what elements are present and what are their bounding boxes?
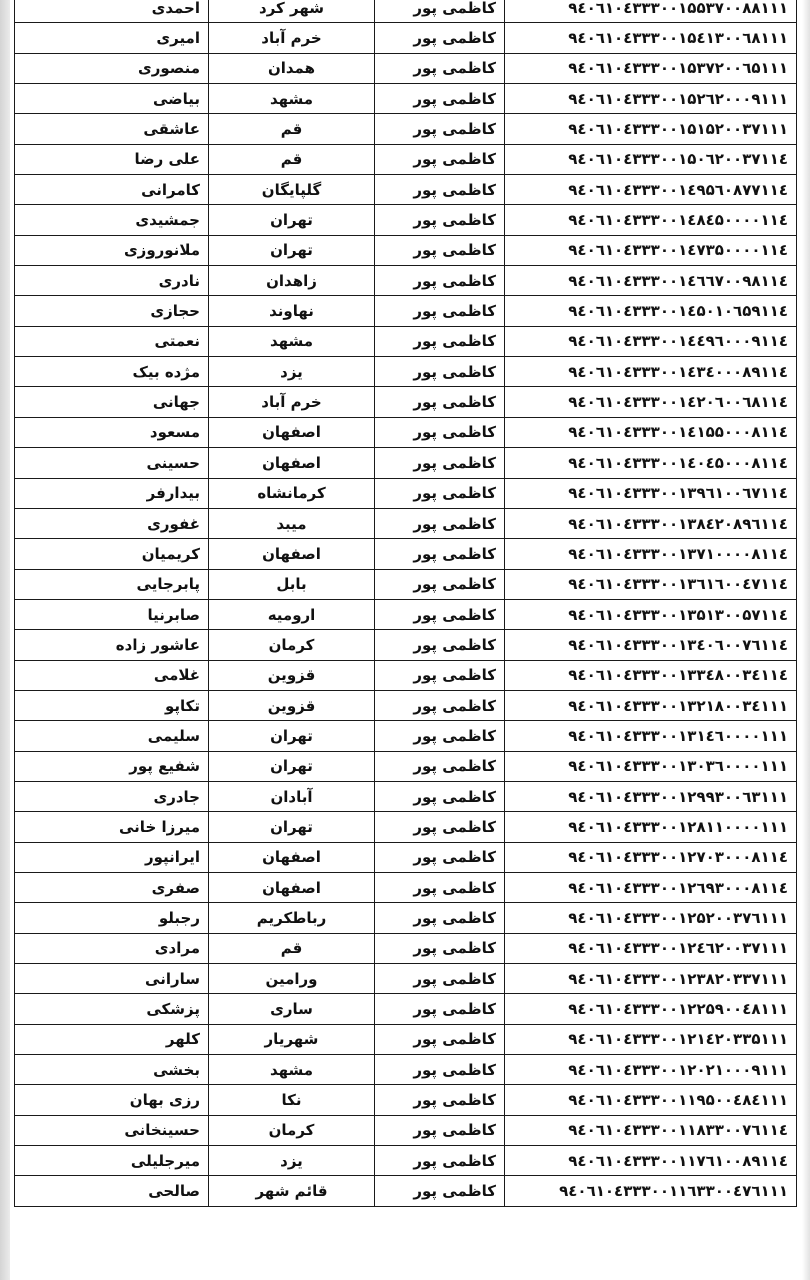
- record-name-cell: عاشور زاده: [15, 630, 209, 660]
- record-name-cell: میرزا خانی: [15, 812, 209, 842]
- record-name-cell: ایرانپور: [15, 842, 209, 872]
- record-surname-cell: کاظمی پور: [375, 599, 505, 629]
- record-code-cell: ۹٤۰٦۱۰٤۳۳۳۰۰۱۱۹۵۰۰٤۸٤۱۱۱: [505, 1085, 797, 1115]
- table-row: [15, 1115, 797, 1145]
- record-code-cell: ۹٤۰٦۱۰٤۳۳۳۰۰۱۵۵۳۷۰۰۸۸۱۱۱: [505, 0, 797, 23]
- record-name-cell: سارانی: [15, 964, 209, 994]
- record-name-cell: مرادی: [15, 933, 209, 963]
- record-code-cell: ۹٤۰٦۱۰٤۳۳۳۰۰۱۱۸۳۳۰۰۷٦۱۱٤: [505, 1115, 797, 1145]
- record-surname-cell: کاظمی پور: [375, 266, 505, 296]
- record-code-cell: ۹٤۰٦۱۰٤۳۳۳۰۰۱۲٦۹۳۰۰۰۸۱۱٤: [505, 872, 797, 902]
- record-surname-cell: کاظمی پور: [375, 1176, 505, 1206]
- record-city-cell: اصفهان: [209, 417, 375, 447]
- record-name-cell: جادری: [15, 781, 209, 811]
- record-city-cell: کرمانشاه: [209, 478, 375, 508]
- record-name-cell: کامرانی: [15, 175, 209, 205]
- record-name-cell: پزشکی: [15, 994, 209, 1024]
- page-right-edge: [802, 0, 810, 1280]
- record-name-cell: عاشقی: [15, 114, 209, 144]
- record-code-cell: ۹٤۰٦۱۰٤۳۳۳۰۰۱۳٦۱٦۰۰٤۷۱۱٤: [505, 569, 797, 599]
- table-row: [15, 387, 797, 417]
- record-surname-cell: کاظمی پور: [375, 812, 505, 842]
- record-surname-cell: کاظمی پور: [375, 1085, 505, 1115]
- record-city-cell: تهران: [209, 205, 375, 235]
- table-row: [15, 751, 797, 781]
- record-code-cell: ۹٤۰٦۱۰٤۳۳۳۰۰۱۲۵۲۰۰۳۷٦۱۱۱: [505, 903, 797, 933]
- record-surname-cell: کاظمی پور: [375, 296, 505, 326]
- record-code-cell: ۹٤۰٦۱۰٤۳۳۳۰۰۱۲۹۹۳۰۰٦۳۱۱۱: [505, 781, 797, 811]
- table-row: [15, 1024, 797, 1054]
- record-code-cell: ۹٤۰٦۱۰٤۳۳۳۰۰۱۳٤۰٦۰۰۷٦۱۱٤: [505, 630, 797, 660]
- record-surname-cell: کاظمی پور: [375, 539, 505, 569]
- record-name-cell: منصوری: [15, 53, 209, 83]
- record-code-cell: ۹٤۰٦۱۰٤۳۳۳۰۰۱۵۱۵۲۰۰۳۷۱۱۱: [505, 114, 797, 144]
- record-city-cell: شهر کرد: [209, 0, 375, 23]
- record-city-cell: میبد: [209, 508, 375, 538]
- table-row: [15, 357, 797, 387]
- record-code-cell: ۹٤۰٦۱۰٤۳۳۳۰۰۱۳۰۳٦۰۰۰۰۱۱۱: [505, 751, 797, 781]
- record-city-cell: تهران: [209, 721, 375, 751]
- record-surname-cell: کاظمی پور: [375, 903, 505, 933]
- table-row: [15, 478, 797, 508]
- record-city-cell: اصفهان: [209, 539, 375, 569]
- table-row: [15, 1055, 797, 1085]
- record-name-cell: علی رضا: [15, 144, 209, 174]
- table-row: [15, 721, 797, 751]
- record-city-cell: ورامین: [209, 964, 375, 994]
- record-city-cell: تهران: [209, 751, 375, 781]
- record-city-cell: قزوین: [209, 660, 375, 690]
- record-city-cell: نهاوند: [209, 296, 375, 326]
- record-surname-cell: کاظمی پور: [375, 933, 505, 963]
- record-surname-cell: کاظمی پور: [375, 53, 505, 83]
- record-surname-cell: کاظمی پور: [375, 781, 505, 811]
- record-name-cell: جهانی: [15, 387, 209, 417]
- record-name-cell: تکاپو: [15, 690, 209, 720]
- record-name-cell: رجبلو: [15, 903, 209, 933]
- record-city-cell: ارومیه: [209, 599, 375, 629]
- record-code-cell: ۹٤۰٦۱۰٤۳۳۳۰۰۱٤٦٦۷۰۰۹۸۱۱٤: [505, 266, 797, 296]
- record-code-cell: ۹٤۰٦۱۰٤۳۳۳۰۰۱٤۱۵۵۰۰۰۸۱۱٤: [505, 417, 797, 447]
- record-name-cell: صابرنیا: [15, 599, 209, 629]
- record-surname-cell: کاظمی پور: [375, 751, 505, 781]
- page-left-edge: [0, 0, 10, 1280]
- table-row: [15, 599, 797, 629]
- table-row: [15, 781, 797, 811]
- record-city-cell: اصفهان: [209, 448, 375, 478]
- record-name-cell: بخشی: [15, 1055, 209, 1085]
- record-surname-cell: کاظمی پور: [375, 357, 505, 387]
- record-code-cell: ۹٤۰٦۱۰٤۳۳۳۰۰۱۲٤٦۲۰۰۳۷۱۱۱: [505, 933, 797, 963]
- record-surname-cell: کاظمی پور: [375, 1055, 505, 1085]
- record-code-cell: ۹٤۰٦۱۰٤۳۳۳۰۰۱۳۸٤۲۰۸۹٦۱۱٤: [505, 508, 797, 538]
- table-row: [15, 53, 797, 83]
- record-name-cell: نادری: [15, 266, 209, 296]
- record-name-cell: رزی بهان: [15, 1085, 209, 1115]
- record-surname-cell: کاظمی پور: [375, 690, 505, 720]
- record-surname-cell: کاظمی پور: [375, 23, 505, 53]
- table-row: [15, 690, 797, 720]
- record-city-cell: کرمان: [209, 630, 375, 660]
- record-name-cell: مسعود: [15, 417, 209, 447]
- table-row: [15, 114, 797, 144]
- record-name-cell: غفوری: [15, 508, 209, 538]
- record-city-cell: کرمان: [209, 1115, 375, 1145]
- record-name-cell: نعمتی: [15, 326, 209, 356]
- table-row: [15, 296, 797, 326]
- records-table-body: [15, 0, 797, 1206]
- table-row: [15, 266, 797, 296]
- table-row: [15, 569, 797, 599]
- record-city-cell: قزوین: [209, 690, 375, 720]
- record-code-cell: ۹٤۰٦۱۰٤۳۳۳۰۰۱۳۳٤۸۰۰۳٤۱۱٤: [505, 660, 797, 690]
- record-code-cell: ۹٤۰٦۱۰٤۳۳۳۰۰۱٤۵۰۱۰٦۵۹۱۱٤: [505, 296, 797, 326]
- record-city-cell: اصفهان: [209, 872, 375, 902]
- record-city-cell: اصفهان: [209, 842, 375, 872]
- table-row: [15, 175, 797, 205]
- record-name-cell: حسینخانی: [15, 1115, 209, 1145]
- record-city-cell: آبادان: [209, 781, 375, 811]
- record-name-cell: شفیع پور: [15, 751, 209, 781]
- record-code-cell: ۹٤۰٦۱۰٤۳۳۳۰۰۱۳۷۱۰۰۰۰۸۱۱٤: [505, 539, 797, 569]
- record-code-cell: ۹٤۰٦۱۰٤۳۳۳۰۰۱۵۳۷۲۰۰٦۵۱۱۱: [505, 53, 797, 83]
- record-surname-cell: کاظمی پور: [375, 660, 505, 690]
- table-row: [15, 994, 797, 1024]
- record-surname-cell: کاظمی پور: [375, 1115, 505, 1145]
- records-table: [14, 0, 797, 1207]
- record-surname-cell: کاظمی پور: [375, 417, 505, 447]
- record-surname-cell: کاظمی پور: [375, 1024, 505, 1054]
- table-row: [15, 448, 797, 478]
- record-name-cell: احمدی: [15, 0, 209, 23]
- record-surname-cell: کاظمی پور: [375, 326, 505, 356]
- record-code-cell: ۹٤۰٦۱۰٤۳۳۳۰۰۱۲۲۵۹۰۰٤۸۱۱۱: [505, 994, 797, 1024]
- record-surname-cell: کاظمی پور: [375, 84, 505, 114]
- record-name-cell: صفری: [15, 872, 209, 902]
- record-city-cell: نکا: [209, 1085, 375, 1115]
- table-row: [15, 539, 797, 569]
- table-row: [15, 84, 797, 114]
- record-city-cell: قائم شهر: [209, 1176, 375, 1206]
- table-row: [15, 1176, 797, 1206]
- record-code-cell: ۹٤۰٦۱۰٤۳۳۳۰۰۱۱۷٦۱۰۰۸۹۱۱٤: [505, 1146, 797, 1176]
- table-row: [15, 933, 797, 963]
- record-code-cell: ۹٤۰٦۱۰٤۳۳۳۰۰۱۲۷۰۳۰۰۰۸۱۱٤: [505, 842, 797, 872]
- record-code-cell: ۹٤۰٦۱۰٤۳۳۳۰۰۱٤٤۹٦۰۰۰۹۱۱٤: [505, 326, 797, 356]
- table-row: [15, 326, 797, 356]
- record-city-cell: خرم آباد: [209, 387, 375, 417]
- record-city-cell: قم: [209, 114, 375, 144]
- record-code-cell: ۹٤۰٦۱۰٤۳۳۳۰۰۱۳۱٤٦۰۰۰۰۱۱۱: [505, 721, 797, 751]
- table-row: [15, 842, 797, 872]
- table-row: [15, 508, 797, 538]
- record-name-cell: صالحی: [15, 1176, 209, 1206]
- table-row: [15, 964, 797, 994]
- table-row: [15, 0, 797, 23]
- record-name-cell: بیدارفر: [15, 478, 209, 508]
- record-code-cell: ۹٤۰٦۱۰٤۳۳۳۰۰۱۵٤۱۳۰۰٦۸۱۱۱: [505, 23, 797, 53]
- record-surname-cell: کاظمی پور: [375, 721, 505, 751]
- record-city-cell: خرم آباد: [209, 23, 375, 53]
- record-name-cell: کریمیان: [15, 539, 209, 569]
- record-city-cell: گلپایگان: [209, 175, 375, 205]
- table-row: [15, 872, 797, 902]
- record-city-cell: رباطکریم: [209, 903, 375, 933]
- record-surname-cell: کاظمی پور: [375, 872, 505, 902]
- record-surname-cell: کاظمی پور: [375, 144, 505, 174]
- table-row: [15, 812, 797, 842]
- record-name-cell: غلامی: [15, 660, 209, 690]
- table-row: [15, 23, 797, 53]
- record-name-cell: سلیمی: [15, 721, 209, 751]
- record-city-cell: قم: [209, 144, 375, 174]
- record-code-cell: ۹٤۰٦۱۰٤۳۳۳۰۰۱٤۲۰٦۰۰٦۸۱۱٤: [505, 387, 797, 417]
- table-row: [15, 235, 797, 265]
- record-surname-cell: کاظمی پور: [375, 569, 505, 599]
- record-surname-cell: کاظمی پور: [375, 175, 505, 205]
- record-city-cell: شهریار: [209, 1024, 375, 1054]
- record-city-cell: قم: [209, 933, 375, 963]
- record-surname-cell: کاظمی پور: [375, 0, 505, 23]
- record-name-cell: میرجلیلی: [15, 1146, 209, 1176]
- record-surname-cell: کاظمی پور: [375, 964, 505, 994]
- record-surname-cell: کاظمی پور: [375, 114, 505, 144]
- record-code-cell: ۹٤۰٦۱۰٤۳۳۳۰۰۱٤۰٤۵۰۰۰۸۱۱٤: [505, 448, 797, 478]
- record-city-cell: همدان: [209, 53, 375, 83]
- record-city-cell: یزد: [209, 1146, 375, 1176]
- record-city-cell: تهران: [209, 235, 375, 265]
- record-city-cell: یزد: [209, 357, 375, 387]
- record-code-cell: ۹٤۰٦۱۰٤۳۳۳۰۰۱٤۳٤۰۰۰۸۹۱۱٤: [505, 357, 797, 387]
- record-code-cell: ۹٤۰٦۱۰٤۳۳۳۰۰۱۲۰۲۱۰۰۰۹۱۱۱: [505, 1055, 797, 1085]
- record-name-cell: مژده بیک: [15, 357, 209, 387]
- table-row: [15, 1146, 797, 1176]
- record-name-cell: ملانوروزی: [15, 235, 209, 265]
- record-code-cell: ۹٤۰٦۱۰٤۳۳۳۰۰۱٤۹۵٦۰۸۷۷۱۱٤: [505, 175, 797, 205]
- table-row: [15, 903, 797, 933]
- record-surname-cell: کاظمی پور: [375, 448, 505, 478]
- record-surname-cell: کاظمی پور: [375, 235, 505, 265]
- record-name-cell: پابرجایی: [15, 569, 209, 599]
- record-surname-cell: کاظمی پور: [375, 994, 505, 1024]
- record-code-cell: ۹٤۰٦۱۰٤۳۳۳۰۰۱۲۸۱۱۰۰۰۰۱۱۱: [505, 812, 797, 842]
- record-code-cell: ۹٤۰٦۱۰٤۳۳۳۰۰۱۳۹٦۱۰۰٦۷۱۱٤: [505, 478, 797, 508]
- record-code-cell: ۹٤۰٦۱۰٤۳۳۳۰۰۱۲۱٤۲۰۳۳۵۱۱۱: [505, 1024, 797, 1054]
- record-code-cell: ۹٤۰٦۱۰٤۳۳۳۰۰۱٤۷۳۵۰۰۰۰۱۱٤: [505, 235, 797, 265]
- record-city-cell: تهران: [209, 812, 375, 842]
- record-name-cell: حسینی: [15, 448, 209, 478]
- record-code-cell: ۹٤۰٦۱۰٤۳۳۳۰۰۱۱٦۳۳۰۰٤۷٦۱۱۱: [505, 1176, 797, 1206]
- record-surname-cell: کاظمی پور: [375, 387, 505, 417]
- record-city-cell: مشهد: [209, 84, 375, 114]
- table-row: [15, 144, 797, 174]
- record-surname-cell: کاظمی پور: [375, 1146, 505, 1176]
- record-city-cell: مشهد: [209, 326, 375, 356]
- table-row: [15, 660, 797, 690]
- record-city-cell: ساری: [209, 994, 375, 1024]
- record-name-cell: حجازی: [15, 296, 209, 326]
- record-code-cell: ۹٤۰٦۱۰٤۳۳۳۰۰۱۳۵۱۳۰۰۵۷۱۱٤: [505, 599, 797, 629]
- record-name-cell: جمشیدی: [15, 205, 209, 235]
- table-row: [15, 630, 797, 660]
- record-surname-cell: کاظمی پور: [375, 508, 505, 538]
- table-row: [15, 1085, 797, 1115]
- record-name-cell: امیری: [15, 23, 209, 53]
- record-code-cell: ۹٤۰٦۱۰٤۳۳۳۰۰۱۳۲۱۸۰۰۳٤۱۱۱: [505, 690, 797, 720]
- record-city-cell: مشهد: [209, 1055, 375, 1085]
- record-code-cell: ۹٤۰٦۱۰٤۳۳۳۰۰۱٤۸٤۵۰۰۰۰۱۱٤: [505, 205, 797, 235]
- record-surname-cell: کاظمی پور: [375, 205, 505, 235]
- record-surname-cell: کاظمی پور: [375, 842, 505, 872]
- record-city-cell: بابل: [209, 569, 375, 599]
- record-city-cell: زاهدان: [209, 266, 375, 296]
- record-surname-cell: کاظمی پور: [375, 630, 505, 660]
- table-row: [15, 417, 797, 447]
- record-name-cell: کلهر: [15, 1024, 209, 1054]
- record-code-cell: ۹٤۰٦۱۰٤۳۳۳۰۰۱۲۳۸۲۰۳۳۷۱۱۱: [505, 964, 797, 994]
- record-surname-cell: کاظمی پور: [375, 478, 505, 508]
- record-name-cell: بیاضی: [15, 84, 209, 114]
- record-code-cell: ۹٤۰٦۱۰٤۳۳۳۰۰۱۵۲٦۲۰۰۰۹۱۱۱: [505, 84, 797, 114]
- record-code-cell: ۹٤۰٦۱۰٤۳۳۳۰۰۱۵۰٦۲۰۰۳۷۱۱٤: [505, 144, 797, 174]
- table-row: [15, 205, 797, 235]
